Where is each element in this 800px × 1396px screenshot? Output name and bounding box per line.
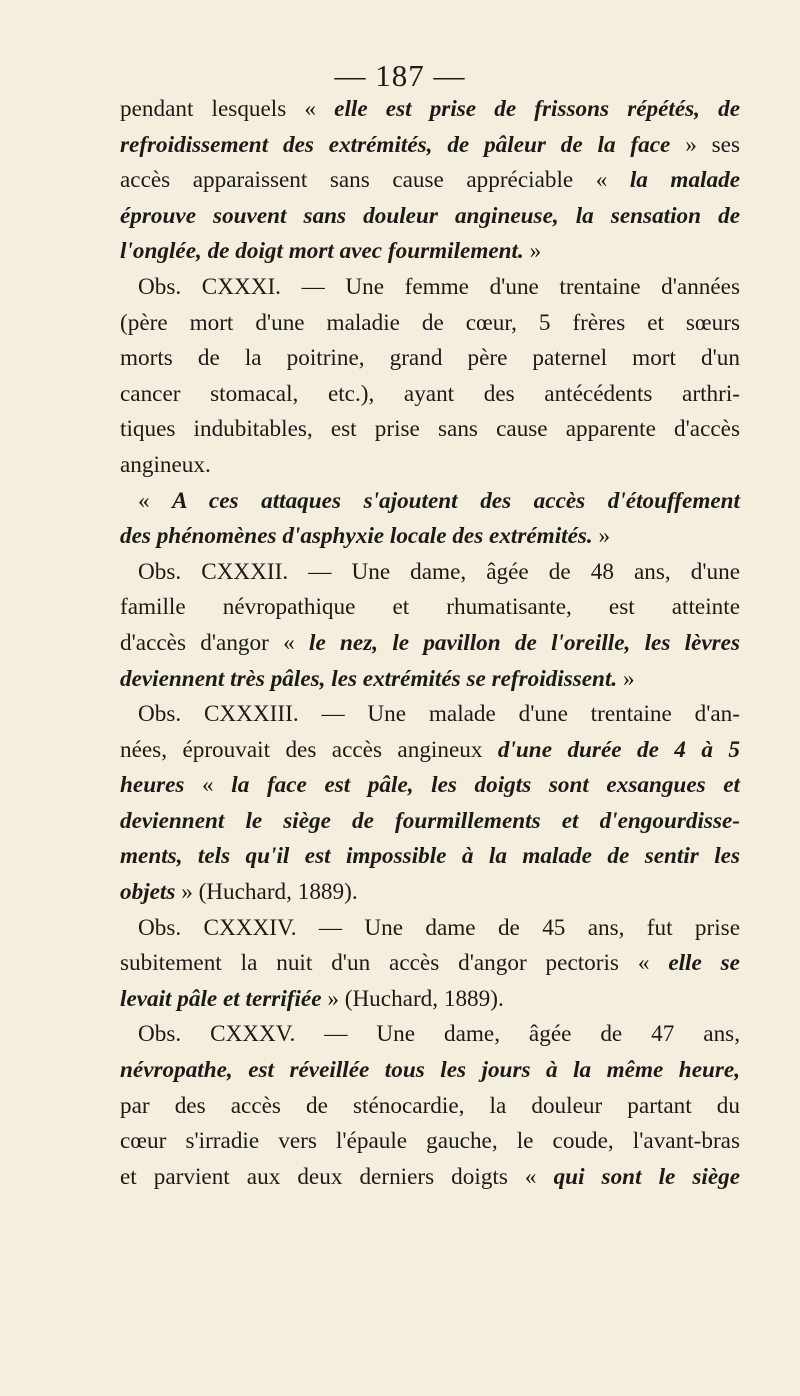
italic-text-segment: éprouve souvent sans douleur angineuse, la sensation de bbox=[120, 202, 740, 229]
italic-text-segment: des phénomènes d'asphyxie locale des extrémités. bbox=[120, 523, 593, 550]
text-line bbox=[120, 555, 740, 591]
italic-text-segment: objets bbox=[120, 879, 176, 906]
text-segment: cœur s'irradie vers l'épaule gauche, le coude, l'avant-bras bbox=[120, 1128, 740, 1155]
text-line bbox=[120, 234, 740, 270]
text-line bbox=[120, 733, 740, 769]
text-line bbox=[120, 163, 740, 199]
text-line bbox=[120, 946, 740, 982]
text-line bbox=[120, 804, 740, 840]
italic-text-segment: deviennent le siège de fourmillements et d'engourdisse- bbox=[120, 807, 740, 834]
text-line bbox=[120, 875, 740, 911]
italic-text-segment: le nez, le pavillon de l'oreille, les lèvres bbox=[309, 629, 741, 656]
text-line bbox=[120, 199, 740, 235]
text-line bbox=[120, 519, 740, 555]
text-line bbox=[120, 128, 740, 164]
text-segment: » (Huchard, 1889). bbox=[175, 879, 358, 906]
text-line bbox=[120, 626, 740, 662]
italic-text-segment: heures bbox=[120, 772, 185, 799]
italic-text-segment: qui sont le siège bbox=[553, 1163, 740, 1190]
text-line bbox=[120, 412, 740, 448]
text-line bbox=[120, 270, 740, 306]
text-line bbox=[120, 590, 740, 626]
text-line bbox=[120, 982, 740, 1018]
text-segment: » bbox=[617, 665, 635, 692]
text-line bbox=[120, 662, 740, 698]
italic-text-segment: l'onglée, de doigt mort avec fourmilement. bbox=[120, 238, 524, 265]
italic-text-segment: névropathe, est réveillée tous les jours à la même heure, bbox=[120, 1057, 740, 1084]
text-segment: cancer stomacal, etc.), ayant des antécédents arthri- bbox=[120, 380, 740, 407]
text-line bbox=[120, 1017, 740, 1053]
text-segment: Obs. CXXXIV. — Une dame de 45 ans, fut prise bbox=[138, 914, 740, 941]
text-segment: nées, éprouvait des accès angineux bbox=[120, 736, 498, 763]
italic-text-segment: ments, tels qu'il est impossible à la malade de sentir les bbox=[120, 843, 740, 870]
text-segment: » bbox=[523, 238, 542, 265]
text-line bbox=[120, 1124, 740, 1160]
text-line bbox=[120, 1053, 740, 1089]
text-line bbox=[120, 839, 740, 875]
italic-text-segment: la malade bbox=[629, 167, 740, 194]
text-segment: par des accès de sténocardie, la douleur partant du bbox=[120, 1092, 740, 1119]
text-segment: pendant lesquels « bbox=[120, 96, 335, 122]
text-segment: famille névropathique et rhumatisante, est atteinte bbox=[120, 594, 740, 621]
italic-text-segment: la face est pâle, les doigts sont exsangues et bbox=[231, 772, 740, 799]
text-line bbox=[120, 1160, 740, 1196]
text-segment: » (Huchard, 1889). bbox=[321, 985, 504, 1012]
text-segment: d'accès d'angor « bbox=[120, 629, 309, 656]
text-segment: » bbox=[592, 523, 611, 550]
text-segment: accès apparaissent sans cause appréciable « bbox=[120, 167, 630, 194]
text-segment: angineux. bbox=[120, 451, 211, 478]
text-segment: Obs. CXXXIII. — Une malade d'une trentaine d'an- bbox=[138, 701, 740, 728]
text-segment: et parvient aux deux derniers doigts « bbox=[120, 1163, 554, 1190]
text-line bbox=[120, 377, 740, 413]
italic-text-segment: A ces attaques s'ajoutent des accès d'étouffement bbox=[172, 487, 740, 514]
text-segment: (père mort d'une maladie de cœur, 5 frères et sœurs bbox=[120, 309, 740, 336]
italic-text-segment: elle est prise de frissons répétés, de bbox=[334, 96, 740, 122]
text-line bbox=[120, 1089, 740, 1125]
text-segment: Obs. CXXXII. — Une dame, âgée de 48 ans, d'une bbox=[138, 558, 740, 585]
text-segment: » ses bbox=[670, 131, 740, 158]
italic-text-segment: deviennent très pâles, les extrémités se refroidissent. bbox=[120, 665, 618, 692]
italic-text-segment: elle se bbox=[668, 950, 740, 977]
text-segment: « bbox=[138, 487, 173, 514]
italic-text-segment: d'une durée de 4 à 5 bbox=[497, 736, 740, 763]
text-segment: subitement la nuit d'un accès d'angor pectoris « bbox=[120, 950, 669, 977]
italic-text-segment: refroidissement des extrémités, de pâleur de la face bbox=[120, 131, 671, 158]
text-line bbox=[120, 92, 740, 128]
body-text bbox=[120, 92, 740, 1195]
text-line bbox=[120, 697, 740, 733]
text-segment: « bbox=[184, 772, 232, 799]
text-line bbox=[120, 768, 740, 804]
text-line bbox=[120, 484, 740, 520]
text-line bbox=[120, 911, 740, 947]
text-segment: Obs. CXXXI. — Une femme d'une trentaine d'années bbox=[138, 273, 740, 300]
text-segment: tiques indubitables, est prise sans cause apparente d'accès bbox=[120, 416, 740, 443]
text-segment: morts de la poitrine, grand père paternel mort d'un bbox=[120, 345, 740, 372]
page-number: — 187 — bbox=[334, 58, 466, 93]
text-line bbox=[120, 448, 740, 484]
text-segment: Obs. CXXXV. — Une dame, âgée de 47 ans, bbox=[138, 1021, 740, 1048]
text-line bbox=[120, 306, 740, 342]
text-line bbox=[120, 341, 740, 377]
italic-text-segment: levait pâle et terrifiée bbox=[120, 985, 322, 1012]
